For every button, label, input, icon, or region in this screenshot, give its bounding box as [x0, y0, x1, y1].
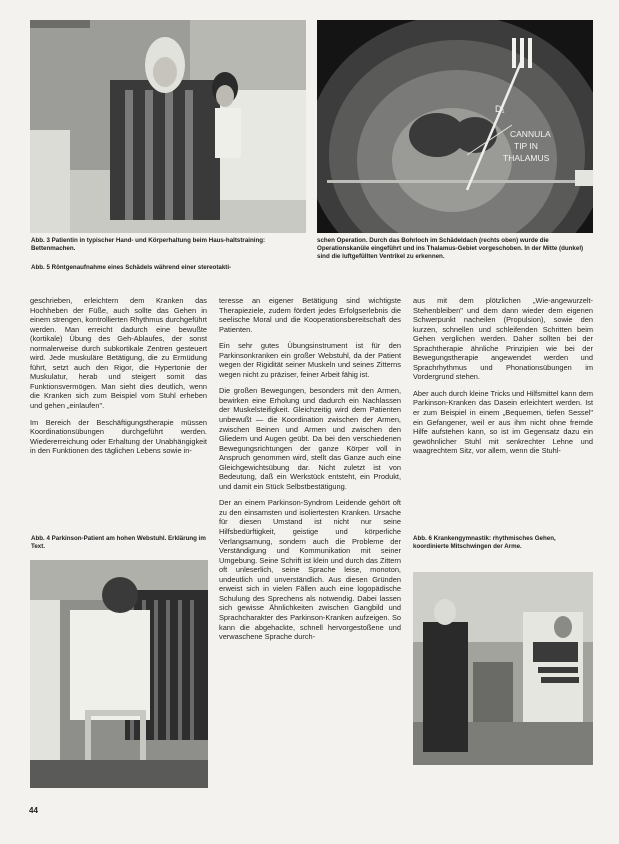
xray-skull-image [317, 20, 593, 233]
photo-patient-bedmaking-image [30, 20, 306, 233]
caption-abb3: Abb. 3 Patientin in typischer Hand- und Körperhaltung beim Haus-haltstraining: Bettenmachen. [31, 237, 266, 252]
xray-label-cannula: CANNULA [510, 129, 551, 139]
paragraph: Die großen Bewegungen, besonders mit den Armen, bewirken eine Erholung und dadurch ein Nachlassen der Muskelsteifigkeit. Gleichzeitig wird dem Patienten unbewußt — die Koordination zwischen der Armen, zwischen Beinen und Armen und zwischen den Gliedern und Augen geübt. Da bei den verschiedenen Bewegungsrichtungen der ganze Körper voll in Anspruch genommen wird, stellt das Ganze auch eine Gleichgewichtsübung dar. Nicht zuletzt ist von Bedeutung, daß ein Werkstück entsteht, ein Produkt, und damit ein Stück Selbstbestätigung. [219, 386, 401, 491]
page-number: 44 [29, 806, 38, 815]
text-column-2 [219, 296, 401, 649]
photo-gait-therapy [413, 572, 593, 765]
xray-label-d: D₁ [495, 104, 505, 114]
paragraph: Der an einem Parkinson-Syndrom Leidende gehört oft zu den einsamsten und isoliertesten Kranken. Ursache für diesen Umstand ist nicht nur seine Hilfsbedürftigkeit, geistige und körperliche Verlangsamung, sondern auch die Probleme der Verständigung und Kommunikation mit seiner Umgebung. Seine Schrift ist klein und durch das Zittern oft unleserlich, seine Sprache leise, monoton, undeutlich und unverständlich. Aus diesen Gründen erweist sich in vielen Fällen auch eine logopädische Schulung des Sprechens als notwendig. Dabei lassen sich gewisse Ähnlichkeiten zwischen Gangbild und Sprachcharakter des Parkinson-Kranken aufzeigen. So kann die abgehackte, schnell hervorgestoßene und verwaschene Sprache durch- [219, 498, 401, 642]
text-column-1 [30, 296, 207, 463]
paragraph: Im Bereich der Beschäftigungstherapie müssen Koordinationsübungen durchgeführt werden. Wiedererreichung oder Erhaltung der Unabhängigkeit in den Funktionen des täglichen Lebens sowie in- [30, 417, 207, 456]
paragraph: geschrieben, erleichtern dem Kranken das Hochheben der Füße, auch sollte das Gehen in einem strengen, kontrollierten Rhythmus durchgeführt werden. Man erreicht dadurch eine bewußte (kortikale) Übung des Geh-Ablaufes, der sonst normalerweise durch subkortikale Zentren gesteuert wird. Jede muskuläre Betätigung, die zu Ermüdung führt, setzt auch den Rigor, die Hypertonie der Muskulatur, herab und steigert somit das Funktionsvermögen. Man sieht dies deutlich, wenn die Kranken sich zum Beispiel vom Stuhl erheben und gehen „einlaufen". [30, 296, 207, 411]
text-column-3 [413, 296, 593, 463]
paragraph: Aber auch durch kleine Tricks und Hilfsmittel kann dem Parkinson-Kranken das Dasein erleichtert werden. Ist er zum Beispiel in einem „Bequemen, tiefen Sessel" ein Gefangener, weil er aus ihm nicht ohne fremde Hilfe aufstehen kann, so ist im Gegensatz dazu ein gewöhnlicher Stuhl mit senkrechter Lehne und waagrechtem Sitz, vor allem, wenn die Stuhl- [413, 388, 593, 456]
caption-abb5: Abb. 5 Röntgenaufnahme eines Schädels während einer stereotakti- [31, 264, 232, 271]
photo-loom-image [30, 560, 208, 788]
photo-gait-image [413, 572, 593, 765]
photo-patient-bedmaking [30, 20, 306, 233]
caption-abb5-continued: schen Operation. Durch das Bohrloch im Schädeldach (rechts oben) wurde die Operationskanüle eingeführt und ins Thalamus-Gebiet vorgeschoben. In der Mitte (dunkel) sind die luftgefüllten Ventrikel zu erkennen. [317, 237, 584, 260]
paragraph: Ein sehr gutes Übungsinstrument ist für den Parkinsonkranken ein großer Webstuhl, da der Patient wegen der Rigidität seiner Muskeln und seines Zitterns wegen nicht zu präziser, feiner Arbeit fähig ist. [219, 341, 401, 379]
caption-abb6: Abb. 6 Krankengymnastik: rhythmisches Gehen, koordinierte Mitschwingen der Arme. [413, 535, 556, 550]
paragraph: aus mit dem plötzlichen „Wie-angewurzelt-Stehenbleiben" und dem dann wieder dem eigenen Schwerpunkt nacheilen (Propulsion), sowie den kurzen, schnellen und schleifenden Schritten beim Gehen verglichen werden. Daher sollten bei der Sprachtherapie ähnliche Prinzipien wie bei der Bewegungstherapie angewendet werden und Sprachrhythmus und Phonationsübungen im Vordergrund stehen. [413, 296, 593, 382]
caption-abb4: Abb. 4 Parkinson-Patient am hohen Webstuhl. Erklärung im Text. [31, 535, 206, 550]
xray-label-tip: TIP IN [514, 141, 538, 151]
xray-label-thalamus: THALAMUS [503, 153, 550, 163]
photo-xray-skull [317, 20, 593, 233]
paragraph: teresse an eigener Betätigung sind wichtigste Therapieziele, zudem fördert jedes Erfolgserlebnis die seelische Moral und die Kooperationsbereitschaft des Patienten. [219, 296, 401, 334]
photo-loom-patient [30, 560, 208, 788]
